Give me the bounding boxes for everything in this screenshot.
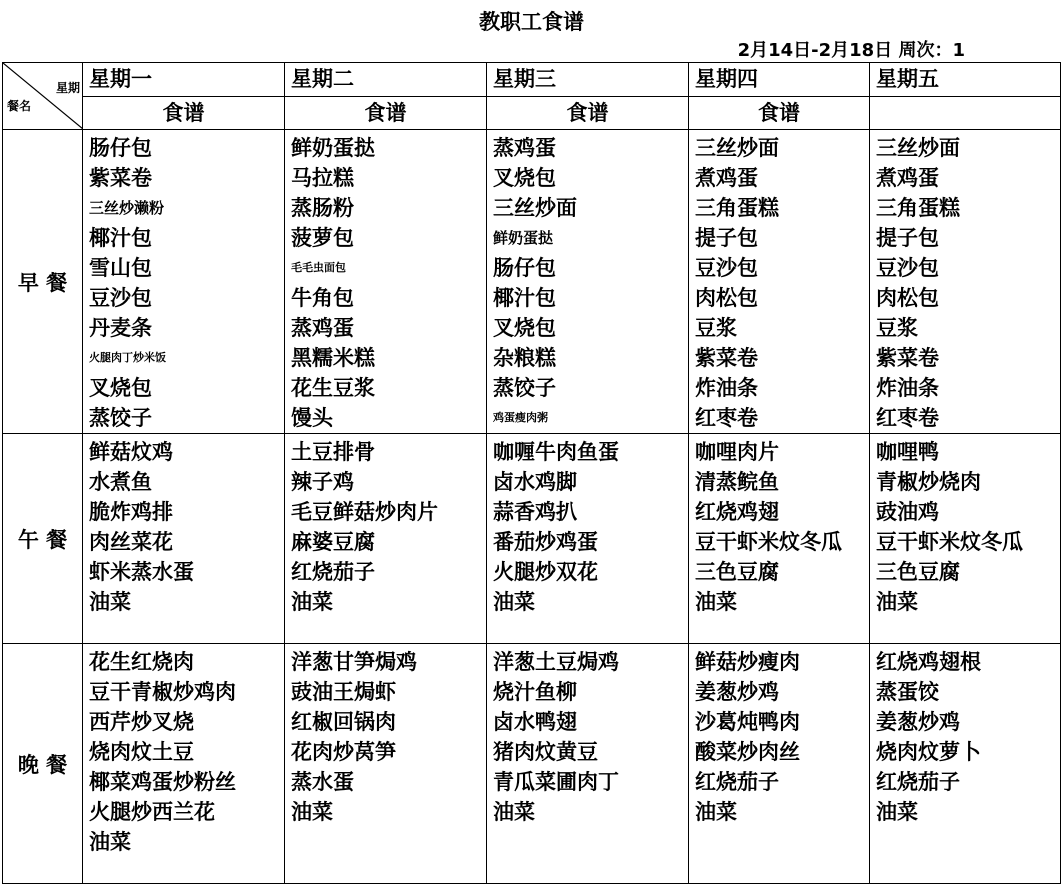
dish-item: 脆炸鸡排	[89, 500, 173, 524]
dish-item: 馒头	[291, 406, 333, 430]
dish-item: 蒸鸡蛋	[493, 136, 556, 160]
dish-item: 三角蛋糕	[876, 196, 960, 220]
dish-item: 叉烧包	[493, 316, 556, 340]
dish-item: 鲜菇炒瘦肉	[695, 650, 800, 674]
dish-item: 油菜	[493, 590, 535, 614]
dish-item: 西芹炒叉烧	[89, 710, 194, 734]
dish-item: 红枣卷	[876, 406, 939, 430]
dish-item: 烧汁鱼柳	[493, 680, 577, 704]
dish-item: 紫菜卷	[876, 346, 939, 370]
dish-item: 洋葱甘笋焗鸡	[291, 650, 417, 674]
dish-item: 油菜	[695, 800, 737, 824]
dish-item: 豆沙包	[876, 256, 939, 280]
dish-item: 毛毛虫面包	[291, 261, 346, 274]
dish-item: 花肉炒莴笋	[291, 740, 396, 764]
dish-item: 鸡蛋瘦肉粥	[493, 411, 548, 424]
dish-cell	[285, 434, 487, 644]
dish-item: 蒜香鸡扒	[493, 500, 577, 524]
dish-item: 黑糯米糕	[291, 346, 375, 370]
dish-item: 青椒炒烧肉	[876, 470, 981, 494]
dish-item: 提子包	[876, 226, 939, 250]
dish-item: 油菜	[695, 590, 737, 614]
dish-item: 烧肉炆土豆	[89, 740, 194, 764]
dish-item: 豆浆	[876, 316, 918, 340]
meal-row-lunch	[3, 434, 1061, 644]
dish-item: 叉烧包	[89, 376, 152, 400]
meal-label: 晚 餐	[3, 644, 83, 884]
day-header: 星期五	[870, 63, 1061, 97]
dish-item: 番茄炒鸡蛋	[493, 530, 598, 554]
dish-item: 三角蛋糕	[695, 196, 779, 220]
dish-cell	[870, 130, 1061, 434]
recipe-subheader: 食谱	[487, 96, 689, 130]
dish-item: 火腿炒双花	[493, 560, 598, 584]
recipe-subheader: 食谱	[83, 96, 285, 130]
dish-item: 卤水鸭翅	[493, 710, 577, 734]
dish-item: 洋葱土豆焗鸡	[493, 650, 619, 674]
dish-item: 肉松包	[876, 286, 939, 310]
dish-item: 鲜奶蛋挞	[291, 136, 375, 160]
dish-cell	[487, 434, 689, 644]
dish-item: 油菜	[291, 800, 333, 824]
corner-cell	[3, 63, 83, 130]
dish-item: 椰菜鸡蛋炒粉丝	[89, 770, 236, 794]
dish-item: 椰汁包	[89, 226, 152, 250]
dish-item: 三色豆腐	[876, 560, 960, 584]
dish-item: 毛豆鲜菇炒肉片	[291, 500, 438, 524]
date-week-line: 2月14日-2月18日 周次：1	[737, 40, 965, 61]
menu-table	[2, 62, 1061, 884]
dish-item: 蒸饺子	[89, 406, 152, 430]
dish-item: 三丝炒濑粉	[89, 199, 165, 217]
recipe-subheader: 食谱	[285, 96, 487, 130]
dish-item: 麻婆豆腐	[291, 530, 375, 554]
dish-cell	[285, 130, 487, 434]
dish-item: 紫菜卷	[695, 346, 758, 370]
dish-cell	[487, 130, 689, 434]
dish-item: 姜葱炒鸡	[695, 680, 779, 704]
dish-cell	[689, 130, 870, 434]
dish-item: 卤水鸡脚	[493, 470, 577, 494]
dish-item: 豆浆	[695, 316, 737, 340]
day-header: 星期四	[689, 63, 870, 97]
dish-item: 蒸鸡蛋	[291, 316, 354, 340]
dish-item: 红烧茄子	[876, 770, 960, 794]
dish-item: 豆干青椒炒鸡肉	[89, 680, 236, 704]
dish-item: 猪肉炆黄豆	[493, 740, 598, 764]
dish-item: 蒸饺子	[493, 376, 556, 400]
dish-item: 油菜	[89, 830, 131, 854]
dish-item: 肉松包	[695, 286, 758, 310]
dish-item: 雪山包	[89, 256, 152, 280]
dish-item: 三丝炒面	[876, 136, 960, 160]
dish-item: 丹麦条	[89, 316, 152, 340]
meal-row-dinner	[3, 644, 1061, 884]
dish-item: 三丝炒面	[493, 196, 577, 220]
dish-item: 蒸蛋饺	[876, 680, 939, 704]
dish-cell	[83, 644, 285, 884]
dish-item: 红烧茄子	[695, 770, 779, 794]
dish-item: 火腿炒西兰花	[89, 800, 215, 824]
recipe-subheader	[870, 96, 1061, 130]
recipe-subheader: 食谱	[689, 96, 870, 130]
subheader-row	[3, 96, 1061, 130]
dish-item: 椰汁包	[493, 286, 556, 310]
dish-item: 豆干虾米炆冬瓜	[876, 530, 1023, 554]
dish-item: 酸菜炒肉丝	[695, 740, 800, 764]
dish-item: 红烧茄子	[291, 560, 375, 584]
dish-item: 杂粮糕	[493, 346, 556, 370]
dish-item: 马拉糕	[291, 166, 354, 190]
dish-cell	[487, 644, 689, 884]
meal-label: 午 餐	[3, 434, 83, 644]
dish-cell	[870, 434, 1061, 644]
dish-cell	[83, 434, 285, 644]
dish-item: 油菜	[89, 590, 131, 614]
meal-row-breakfast	[3, 130, 1061, 434]
dish-item: 烧肉炆萝卜	[876, 740, 981, 764]
corner-meal-label: 餐名	[7, 99, 32, 113]
dish-item: 油菜	[493, 800, 535, 824]
dish-item: 三丝炒面	[695, 136, 779, 160]
meal-label: 早 餐	[3, 130, 83, 434]
dish-item: 沙葛炖鸭肉	[695, 710, 800, 734]
day-header-row	[3, 63, 1061, 97]
dish-item: 肉丝菜花	[89, 530, 173, 554]
dish-item: 咖哩肉片	[695, 440, 779, 464]
dish-item: 咖喱牛肉鱼蛋	[493, 440, 619, 464]
dish-cell	[689, 644, 870, 884]
dish-item: 蒸水蛋	[291, 770, 354, 794]
dish-item: 清蒸鲩鱼	[695, 470, 779, 494]
dish-item: 姜葱炒鸡	[876, 710, 960, 734]
dish-item: 油菜	[876, 800, 918, 824]
dish-item: 红烧鸡翅根	[876, 650, 981, 674]
dish-item: 肠仔包	[493, 256, 556, 280]
dish-item: 豉油王焗虾	[291, 680, 396, 704]
dish-item: 油菜	[291, 590, 333, 614]
dish-item: 虾米蒸水蛋	[89, 560, 194, 584]
corner-diagonal	[3, 63, 83, 129]
dish-item: 火腿肉丁炒米饭	[89, 351, 166, 364]
dish-item: 提子包	[695, 226, 758, 250]
dish-item: 辣子鸡	[291, 470, 354, 494]
dish-item: 青瓜菜圃肉丁	[493, 770, 619, 794]
dish-item: 水煮鱼	[89, 470, 152, 494]
dish-cell	[83, 130, 285, 434]
day-header: 星期一	[83, 63, 285, 97]
dish-item: 紫菜卷	[89, 166, 152, 190]
day-header: 星期二	[285, 63, 487, 97]
dish-item: 鲜奶蛋挞	[493, 229, 554, 247]
dish-item: 炸油条	[876, 376, 939, 400]
dish-item: 牛角包	[291, 286, 354, 310]
dish-item: 花生红烧肉	[89, 650, 194, 674]
dish-item: 油菜	[876, 590, 918, 614]
day-header: 星期三	[487, 63, 689, 97]
dish-item: 花生豆浆	[291, 376, 375, 400]
dish-item: 红枣卷	[695, 406, 758, 430]
dish-item: 三色豆腐	[695, 560, 779, 584]
dish-item: 豆干虾米炆冬瓜	[695, 530, 842, 554]
dish-cell	[870, 644, 1061, 884]
dish-cell	[689, 434, 870, 644]
dish-item: 豆沙包	[89, 286, 152, 310]
dish-item: 煮鸡蛋	[876, 166, 939, 190]
corner-weekday-label: 星期	[55, 81, 80, 95]
dish-item: 咖哩鸭	[876, 440, 939, 464]
dish-item: 叉烧包	[493, 166, 556, 190]
dish-item: 豉油鸡	[876, 500, 939, 524]
dish-item: 豆沙包	[695, 256, 758, 280]
dish-item: 红烧鸡翅	[695, 500, 779, 524]
dish-item: 菠萝包	[291, 226, 354, 250]
dish-item: 鲜菇炆鸡	[89, 440, 173, 464]
page-title: 教职工食谱	[479, 10, 584, 34]
dish-item: 土豆排骨	[291, 440, 375, 464]
dish-item: 肠仔包	[89, 136, 152, 160]
dish-item: 红椒回锅肉	[291, 710, 396, 734]
dish-cell	[285, 644, 487, 884]
dish-item: 蒸肠粉	[291, 196, 354, 220]
dish-item: 煮鸡蛋	[695, 166, 758, 190]
dish-item: 炸油条	[695, 376, 758, 400]
